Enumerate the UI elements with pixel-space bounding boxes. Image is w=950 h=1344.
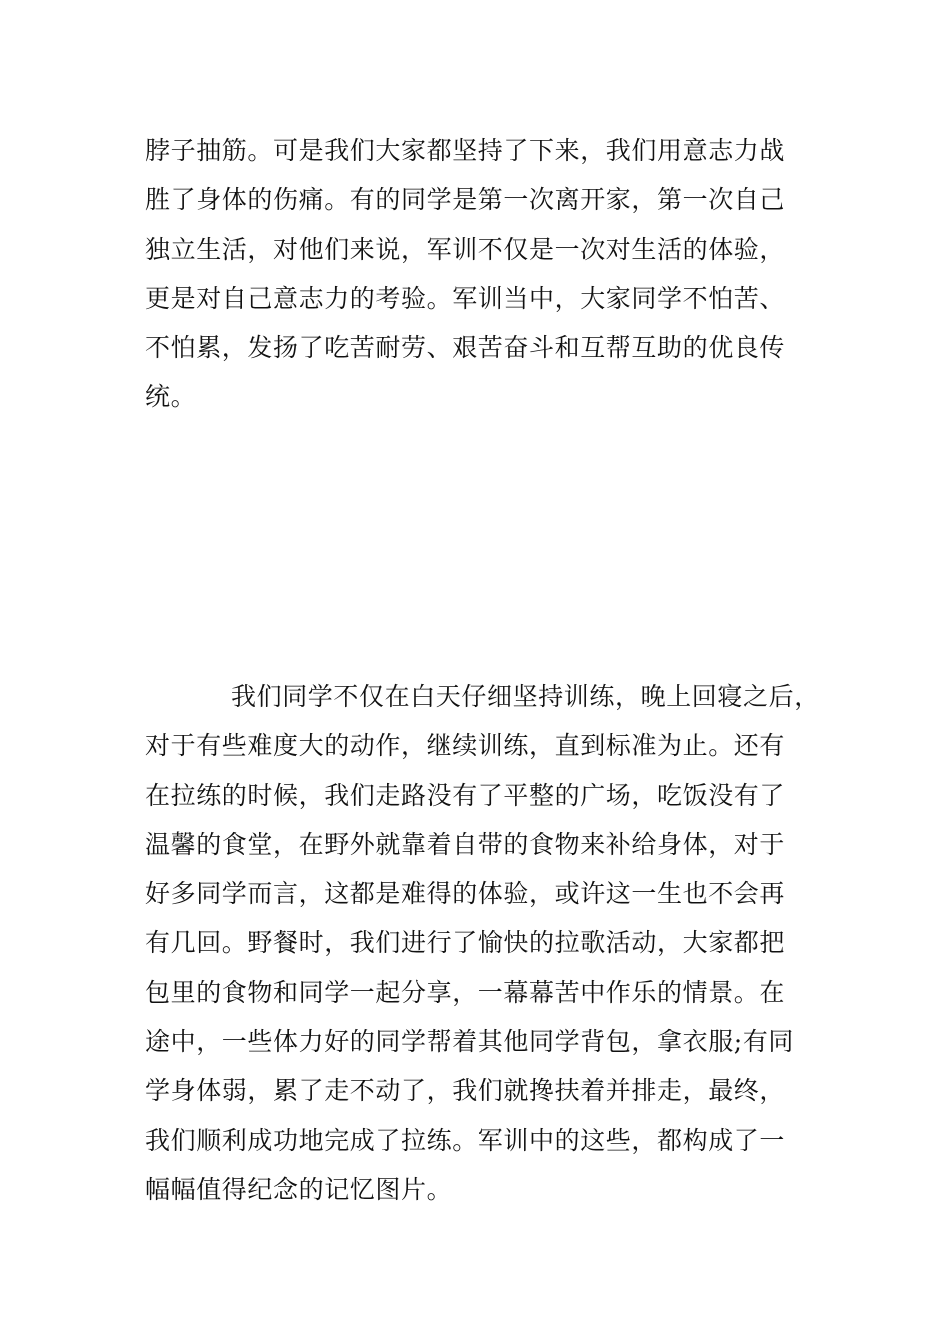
text-line: 好多同学而言，这都是难得的体验，或许这一生也不会再: [145, 879, 786, 909]
paragraph-2: [145, 672, 835, 1214]
text-line: 在拉练的时候，我们走路没有了平整的广场，吃饭没有了: [145, 780, 786, 810]
text-line: 有几回。野餐时，我们进行了愉快的拉歌活动，大家都把: [145, 928, 786, 958]
text-line: 不怕累，发扬了吃苦耐劳、艰苦奋斗和互帮互助的优良传: [145, 333, 786, 363]
paragraph-1: [145, 126, 835, 422]
text-line: 我们同学不仅在白天仔细坚持训练，晚上回寝之后，: [231, 682, 820, 711]
text-line: 学身体弱，累了走不动了，我们就搀扶着并排走，最终，: [145, 1076, 786, 1106]
text-line: 途中，一些体力好的同学帮着其他同学背包，拿衣服;有同: [145, 1027, 795, 1057]
text-line: 包里的食物和同学一起分享，一幕幕苦中作乐的情景。在: [145, 977, 786, 1007]
text-line: 胜了身体的伤痛。有的同学是第一次离开家，第一次自己: [145, 185, 786, 215]
text-line: 脖子抽筋。可是我们大家都坚持了下来，我们用意志力战: [145, 136, 786, 165]
text-line: 独立生活，对他们来说，军训不仅是一次对生活的体验，: [145, 234, 786, 264]
text-line: 我们顺利成功地完成了拉练。军训中的这些，都构成了一: [145, 1125, 786, 1155]
text-line: 统。: [145, 382, 197, 412]
text-line: 对于有些难度大的动作，继续训练，直到标准为止。还有: [145, 731, 786, 761]
text-line: 温馨的食堂，在野外就靠着自带的食物来补给身体，对于: [145, 829, 786, 859]
text-line: 更是对自己意志力的考验。军训当中，大家同学不怕苦、: [145, 283, 786, 313]
text-line: 幅幅值得纪念的记忆图片。: [145, 1174, 453, 1204]
